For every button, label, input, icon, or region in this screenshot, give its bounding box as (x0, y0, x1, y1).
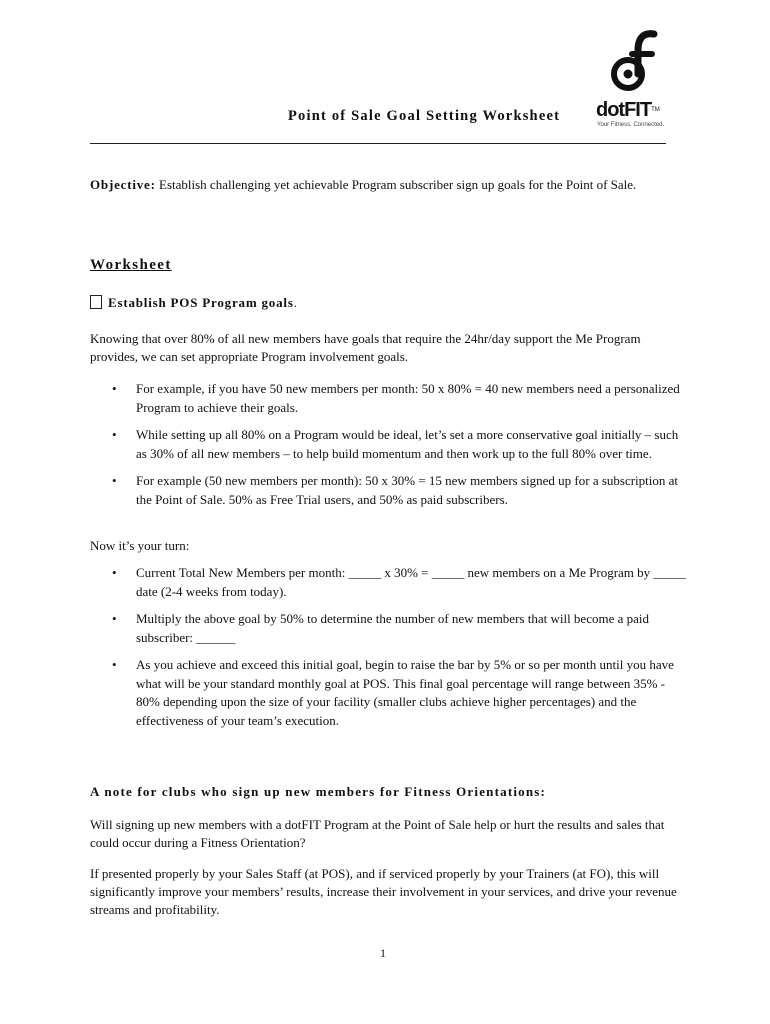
bullet-icon: • (112, 381, 117, 396)
note-heading: A note for clubs who sign up new members for Fitness Orientations: (90, 784, 547, 799)
list-item: • While setting up all 80% on a Program would be ideal, let’s set a more conservative goal initially – such as 30% of all new members – to help build momentum and then work up to the full 80% over time. (112, 427, 679, 461)
list-item: • For example, if you have 50 new members per month: 50 x 80% = 40 new members need a personalized Program to achieve their goals. (112, 381, 680, 415)
list-item: • For example (50 new members per month): 50 x 30% = 15 new members signed up for a subscription at the Point of Sale. 50% as Free Trial users, and 50% as paid subscribers. (112, 473, 679, 507)
pos-goal-item (90, 295, 297, 311)
objective-paragraph (90, 176, 680, 194)
title-divider (90, 143, 666, 144)
dotfit-df-mark-icon (608, 30, 666, 94)
objective-text: Establish challenging yet achievable Program subscriber sign up goals for the Point of Sale. (159, 177, 637, 192)
page-title: Point of Sale Goal Setting Worksheet (288, 108, 561, 124)
objective-label: Objective: (90, 177, 156, 192)
your-turn-text: Now it’s your turn: (90, 538, 190, 553)
logo-tagline: Your Fitness. Connected. (597, 122, 665, 128)
dotfit-logo (596, 30, 676, 130)
list-item: • Multiply the above goal by 50% to determine the number of new members that will become a paid subscriber: ______ (112, 611, 649, 645)
note-paragraph-1: Will signing up new members with a dotFIT Program at the Point of Sale help or hurt the results and sales that could occur during a Fitness Orientation? (90, 817, 665, 850)
pos-goal-label: Establish POS Program goals (108, 295, 294, 310)
bullet-icon: • (112, 427, 117, 442)
bullet-icon: • (112, 657, 117, 672)
intro-paragraph: Knowing that over 80% of all new members have goals that require the 24hr/day support the Me Program provides, we can set appropriate Program involvement goals. (90, 331, 641, 364)
page-number: 1 (380, 946, 386, 960)
list-item: • Current Total New Members per month: _____ x 30% = _____ new members on a Me Program by _____ date (2-4 weeks from today). (112, 565, 686, 599)
bullet-icon: • (112, 473, 117, 488)
pos-goal-suffix: . (293, 295, 297, 310)
note-paragraph-2: If presented properly by your Sales Staff (at POS), and if serviced properly by your Trainers (at FO), this will significantly improve your members’ results, increase their involvement in your services, and drive your revenue streams and profitability. (90, 866, 677, 917)
bullet-icon: • (112, 565, 117, 580)
bullet-icon: • (112, 611, 117, 626)
logo-wordmark: dotFIT™ (596, 99, 660, 121)
example-bullet-list (90, 380, 686, 518)
checkbox-icon (90, 295, 102, 309)
your-turn-bullet-list (90, 564, 686, 739)
list-item: • As you achieve and exceed this initial goal, begin to raise the bar by 5% or so per month until you have what will be your standard monthly goal at POS. This final goal percentage will range between 35% - 80% depending upon the size of your facility (smaller clubs achieve higher percentages) and the effectiveness of your team’s execution. (112, 657, 674, 728)
worksheet-heading: Worksheet (90, 257, 172, 273)
